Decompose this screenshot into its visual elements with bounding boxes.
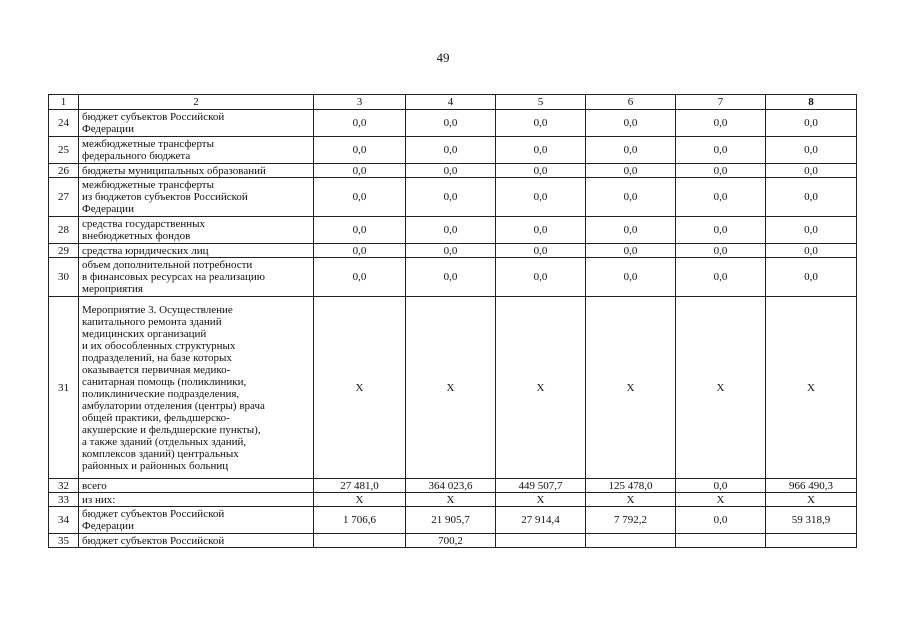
value-cell: 0,0 <box>314 110 406 137</box>
value-cell: 0,0 <box>314 244 406 258</box>
row-number-cell: 25 <box>49 137 79 164</box>
value-cell: 0,0 <box>406 178 496 217</box>
value-cell: 0,0 <box>496 110 586 137</box>
value-cell: 364 023,6 <box>406 479 496 493</box>
value-cell <box>314 534 406 548</box>
value-cell: 0,0 <box>766 110 857 137</box>
value-cell: 0,0 <box>676 479 766 493</box>
value-cell: 0,0 <box>314 258 406 297</box>
value-cell: 0,0 <box>314 137 406 164</box>
table-row <box>49 297 857 479</box>
row-name-cell: Мероприятие 3. Осуществление капитального ремонта зданий медицинских организаций и их обособленных структурных подразделений, на базе которых оказывается первичная медико- санитарная помощь (поликлиники, поликлинические подразделения, амбулатории отделения (центры) врача общей практики, фельдшерско- акушерские и фельдшерские пункты), а также зданий (отдельных зданий, комплексов зданий) центральных районных и районных больниц <box>79 297 314 479</box>
value-cell: 0,0 <box>766 244 857 258</box>
value-cell: 0,0 <box>496 244 586 258</box>
header-cell: 4 <box>406 95 496 110</box>
value-cell: 0,0 <box>676 258 766 297</box>
value-cell <box>496 534 586 548</box>
value-cell: X <box>586 297 676 479</box>
table-row <box>49 507 857 534</box>
value-cell: 0,0 <box>766 137 857 164</box>
header-cell: 6 <box>586 95 676 110</box>
value-cell: X <box>406 297 496 479</box>
value-cell: 59 318,9 <box>766 507 857 534</box>
row-number-cell: 30 <box>49 258 79 297</box>
value-cell: 0,0 <box>496 178 586 217</box>
value-cell: 0,0 <box>496 217 586 244</box>
row-name-cell: межбюджетные трансферты федерального бюджета <box>79 137 314 164</box>
value-cell: 0,0 <box>496 164 586 178</box>
value-cell: 0,0 <box>406 258 496 297</box>
row-name-cell: средства юридических лиц <box>79 244 314 258</box>
value-cell: X <box>586 493 676 507</box>
value-cell: 0,0 <box>314 164 406 178</box>
value-cell: 0,0 <box>314 178 406 217</box>
header-cell: 8 <box>766 95 857 110</box>
page-number: 49 <box>436 50 450 65</box>
value-cell: 0,0 <box>676 164 766 178</box>
header-cell: 2 <box>79 95 314 110</box>
row-name-cell: средства государственных внебюджетных фондов <box>79 217 314 244</box>
row-number-cell: 34 <box>49 507 79 534</box>
value-cell: 0,0 <box>406 110 496 137</box>
table-row <box>49 244 857 258</box>
value-cell: X <box>314 493 406 507</box>
value-cell: 0,0 <box>766 178 857 217</box>
value-cell: 0,0 <box>496 258 586 297</box>
value-cell: 0,0 <box>406 164 496 178</box>
row-name-cell: бюджет субъектов Российской <box>79 534 314 548</box>
value-cell: 0,0 <box>586 137 676 164</box>
row-name-cell: объем дополнительной потребности в финансовых ресурсах на реализацию мероприятия <box>79 258 314 297</box>
value-cell: 0,0 <box>676 244 766 258</box>
value-cell: 449 507,7 <box>496 479 586 493</box>
row-name-cell: бюджет субъектов Российской Федерации <box>79 110 314 137</box>
row-name-cell: всего <box>79 479 314 493</box>
table-row <box>49 110 857 137</box>
value-cell <box>586 534 676 548</box>
row-name-cell: из них: <box>79 493 314 507</box>
value-cell: 0,0 <box>676 178 766 217</box>
value-cell: 0,0 <box>406 137 496 164</box>
row-name-cell: бюджеты муниципальных образований <box>79 164 314 178</box>
value-cell: 1 706,6 <box>314 507 406 534</box>
value-cell: X <box>314 297 406 479</box>
row-number-cell: 32 <box>49 479 79 493</box>
table-row <box>49 534 857 548</box>
table-body <box>49 95 857 548</box>
value-cell: 0,0 <box>676 217 766 244</box>
value-cell: 0,0 <box>314 217 406 244</box>
table-row <box>49 178 857 217</box>
value-cell: 0,0 <box>586 258 676 297</box>
header-cell: 5 <box>496 95 586 110</box>
value-cell <box>676 534 766 548</box>
value-cell: 0,0 <box>766 258 857 297</box>
value-cell: 0,0 <box>586 244 676 258</box>
row-number-cell: 28 <box>49 217 79 244</box>
value-cell: 0,0 <box>586 178 676 217</box>
header-cell: 1 <box>49 95 79 110</box>
value-cell: X <box>766 493 857 507</box>
table-row <box>49 137 857 164</box>
value-cell: 0,0 <box>496 137 586 164</box>
row-name-cell: бюджет субъектов Российской Федерации <box>79 507 314 534</box>
value-cell: 27 914,4 <box>496 507 586 534</box>
row-number-cell: 24 <box>49 110 79 137</box>
row-number-cell: 27 <box>49 178 79 217</box>
value-cell <box>766 534 857 548</box>
value-cell: 0,0 <box>676 137 766 164</box>
value-cell: X <box>676 493 766 507</box>
value-cell: 0,0 <box>586 164 676 178</box>
value-cell: X <box>406 493 496 507</box>
value-cell: 7 792,2 <box>586 507 676 534</box>
budget-table <box>48 94 857 548</box>
table-row <box>49 493 857 507</box>
row-number-cell: 31 <box>49 297 79 479</box>
table-row <box>49 479 857 493</box>
value-cell: 966 490,3 <box>766 479 857 493</box>
header-row <box>49 95 857 110</box>
value-cell: 700,2 <box>406 534 496 548</box>
value-cell: 21 905,7 <box>406 507 496 534</box>
table-row <box>49 217 857 244</box>
header-cell: 3 <box>314 95 406 110</box>
value-cell: X <box>676 297 766 479</box>
value-cell: 0,0 <box>406 244 496 258</box>
table-row <box>49 258 857 297</box>
value-cell: X <box>766 297 857 479</box>
value-cell: 0,0 <box>406 217 496 244</box>
value-cell: 0,0 <box>586 110 676 137</box>
table-row <box>49 164 857 178</box>
header-cell: 7 <box>676 95 766 110</box>
row-number-cell: 35 <box>49 534 79 548</box>
row-number-cell: 26 <box>49 164 79 178</box>
value-cell: 0,0 <box>766 164 857 178</box>
value-cell: 27 481,0 <box>314 479 406 493</box>
value-cell: 0,0 <box>586 217 676 244</box>
value-cell: 125 478,0 <box>586 479 676 493</box>
row-name-cell: межбюджетные трансферты из бюджетов субъектов Российской Федерации <box>79 178 314 217</box>
value-cell: 0,0 <box>676 110 766 137</box>
row-number-cell: 29 <box>49 244 79 258</box>
value-cell: X <box>496 493 586 507</box>
row-number-cell: 33 <box>49 493 79 507</box>
value-cell: 0,0 <box>676 507 766 534</box>
value-cell: 0,0 <box>766 217 857 244</box>
value-cell: X <box>496 297 586 479</box>
